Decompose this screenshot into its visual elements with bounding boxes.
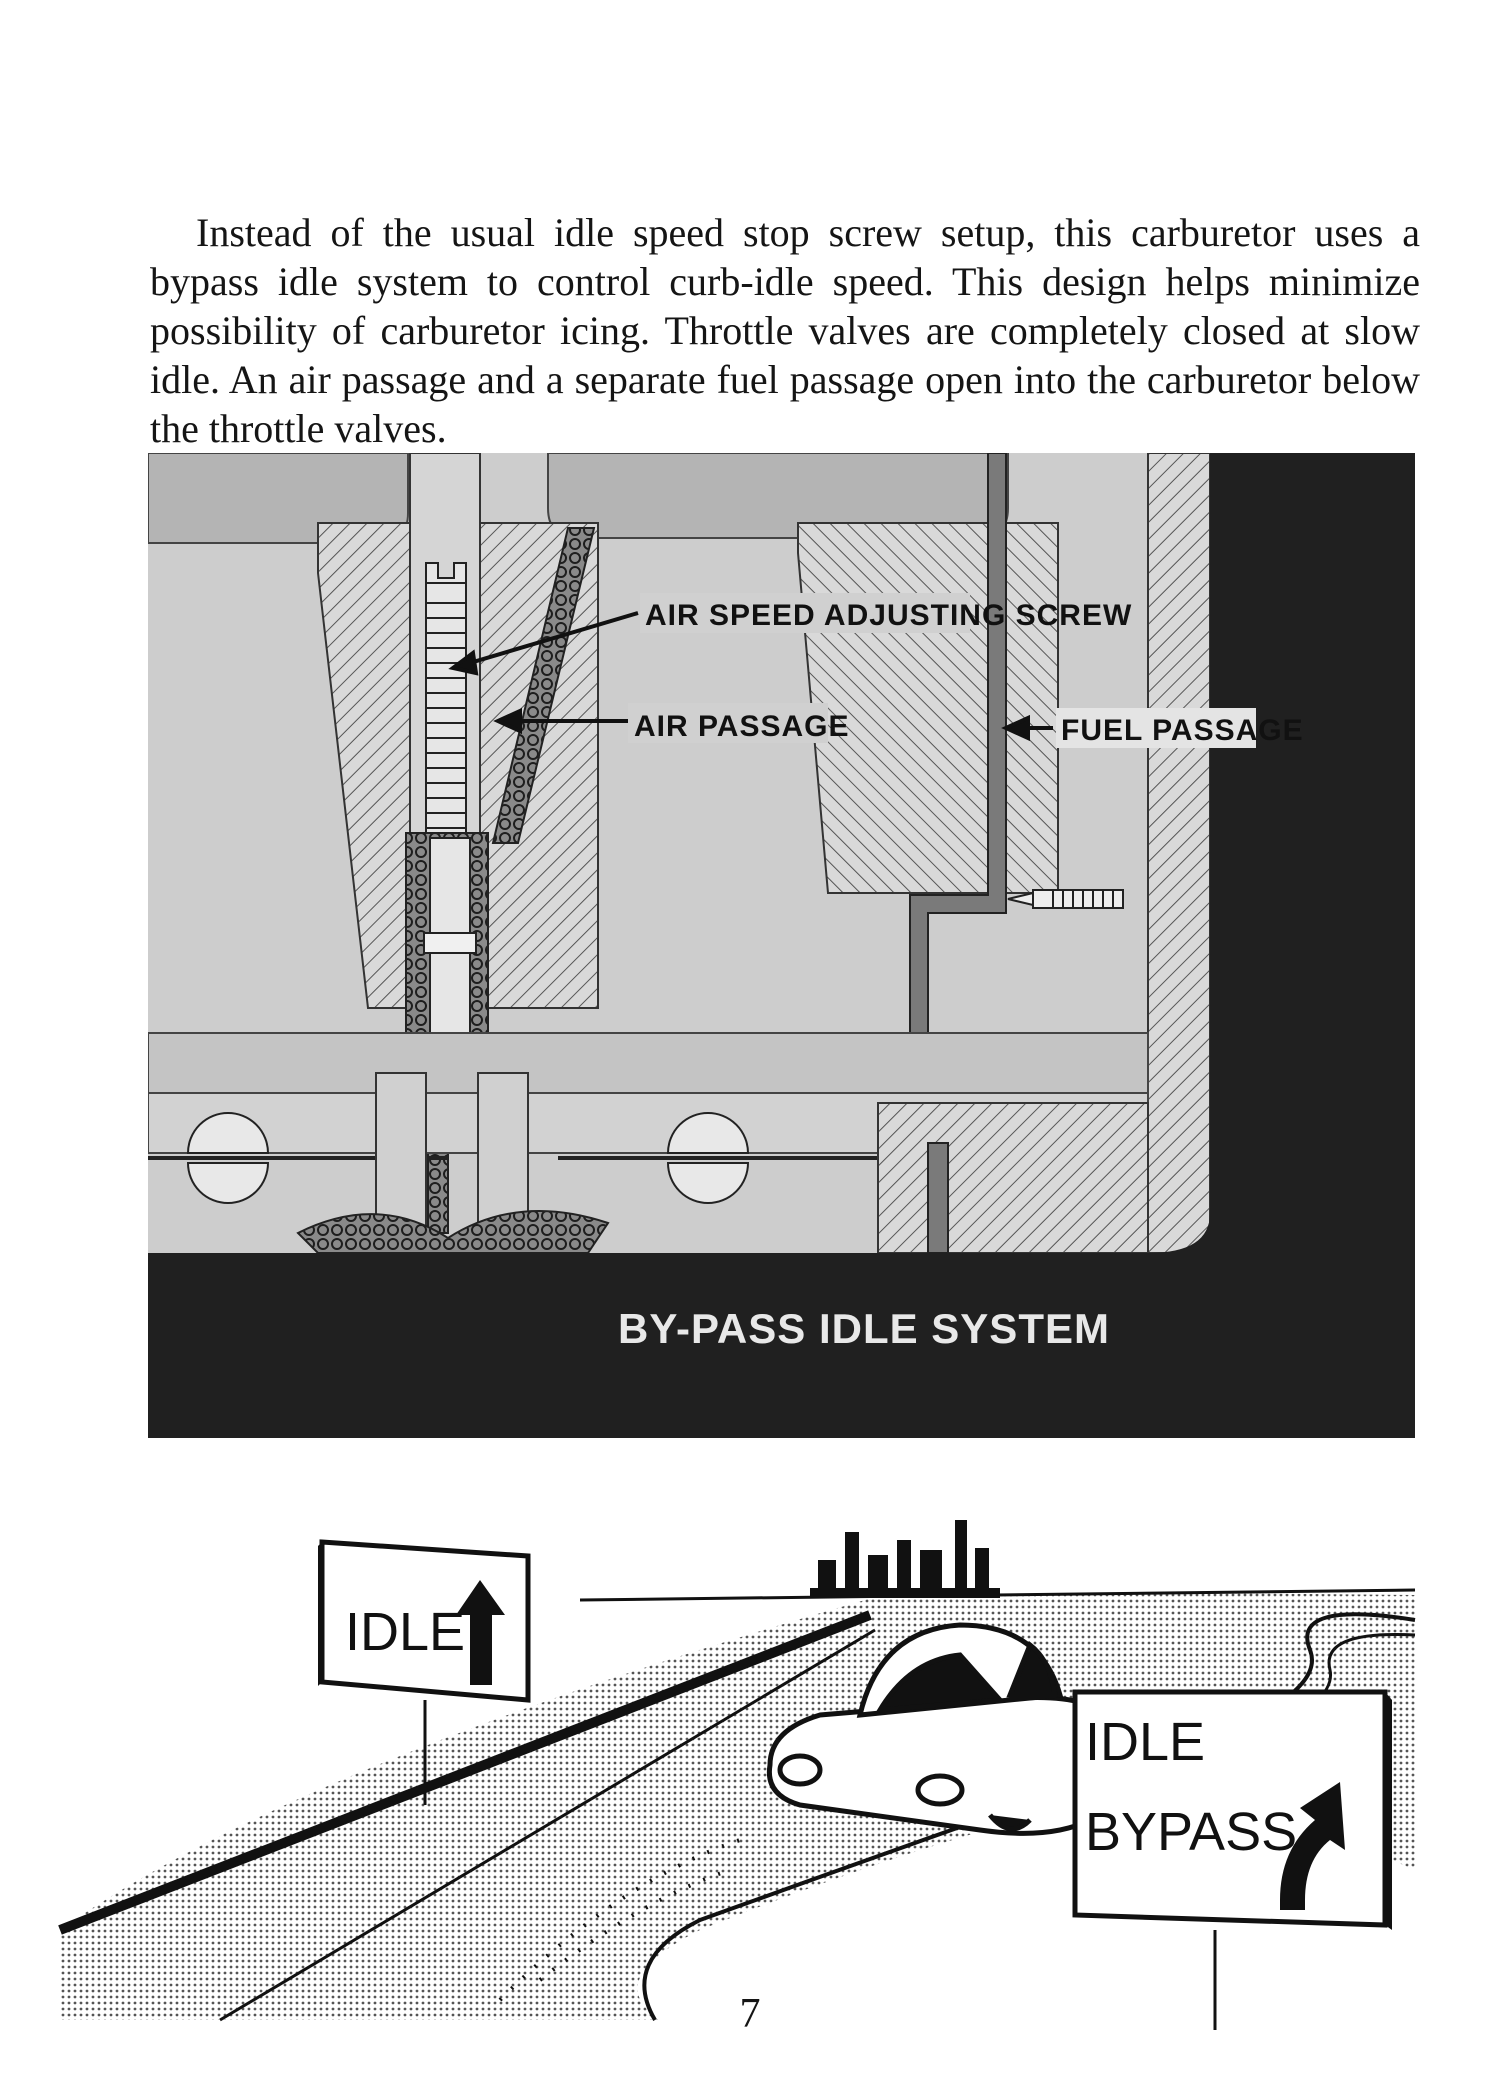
fuel-passage-label: FUEL PASSAGE [1061,714,1304,747]
air-speed-screw-label: AIR SPEED ADJUSTING SCREW [645,599,1133,632]
air-passage-label: AIR PASSAGE [634,710,850,743]
idle-bypass-sign-line1: IDLE [1085,1712,1206,1772]
figure-caption: BY-PASS IDLE SYSTEM [618,1305,1110,1352]
body-paragraph: Instead of the usual idle speed stop screw setup, this carburetor uses a bypass idle system to control curb-idle speed. This design helps minimize possibility of carburetor icing. Throttle valves are completely closed at slow idle. An air passage and a separate fuel passage open into the carburetor below the throttle valves. [150,210,1420,451]
bypass-idle-diagram [148,453,1415,1438]
page-number: 7 [739,1991,761,2037]
idle-sign-label: IDLE [345,1602,466,1662]
idle-bypass-sign [1075,1692,1392,2030]
idle-bypass-sign-line2: BYPASS [1085,1802,1298,1862]
right-venturi [798,523,1058,893]
cartoon-illustration [0,1460,1500,2060]
city-skyline-icon [810,1520,1000,1598]
